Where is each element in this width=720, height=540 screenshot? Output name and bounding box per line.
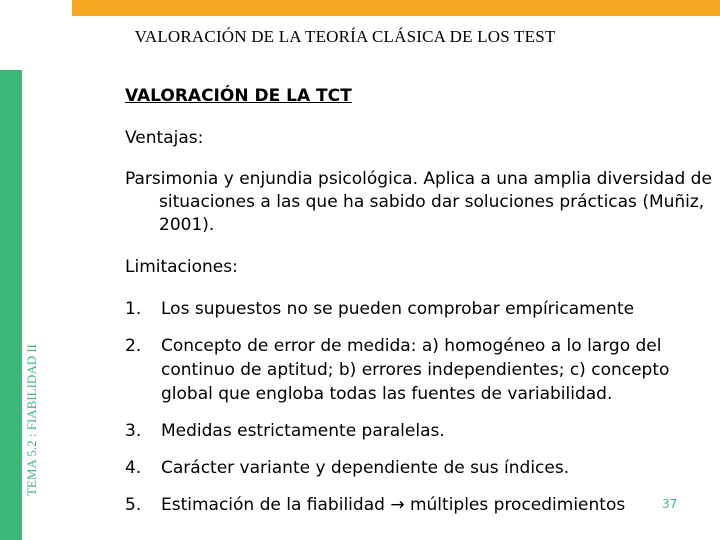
list-item-text: Los supuestos no se pueden comprobar empíricamente [161,299,635,319]
limitaciones-list [125,297,720,517]
list-item [125,456,720,480]
sidebar-topic-text: TEMA 5.2 : FIABILIDAD II [24,343,39,497]
side-accent-bar [0,70,22,540]
slide-body [125,84,720,530]
ventajas-label: Ventajas: [125,128,204,148]
list-item-text-start: Estimación de la fiabilidad [161,495,391,515]
list-item-number: 3. [125,421,142,441]
list-item-number: 2. [125,336,142,356]
list-item-number: 4. [125,458,142,478]
list-item [125,419,720,443]
page-title: VALORACIÓN DE LA TEORÍA CLÁSICA DE LOS TEST [134,27,556,46]
list-item-text: Medidas estrictamente paralelas. [161,421,445,441]
list-item-number: 1. [125,299,142,319]
ventajas-paragraph: Parsimonia y enjundia psicológica. Aplica a una amplia diversidad de situaciones a las que ha sabido dar soluciones prácticas (Muñiz, 2001). [125,169,712,235]
section-heading: VALORACIÓN DE LA TCT [125,86,352,106]
top-accent-bar [72,0,720,16]
list-item [125,334,720,406]
list-item-text-end: múltiples procedimientos [404,495,626,515]
page-number: 37 [662,497,678,511]
list-item [125,493,720,517]
list-item [125,297,720,321]
list-item-number: 5. [125,495,142,515]
list-item-text: Concepto de error de medida: a) homogéneo a lo largo del continuo de aptitud; b) errores independientes; c) concepto global que engloba todas las fuentes de variabilidad. [161,336,670,404]
limitaciones-label: Limitaciones: [125,257,238,277]
sidebar-topic-label [22,300,42,540]
arrow-right-icon: → [390,495,405,515]
list-item-text: Carácter variante y dependiente de sus índices. [161,458,570,478]
